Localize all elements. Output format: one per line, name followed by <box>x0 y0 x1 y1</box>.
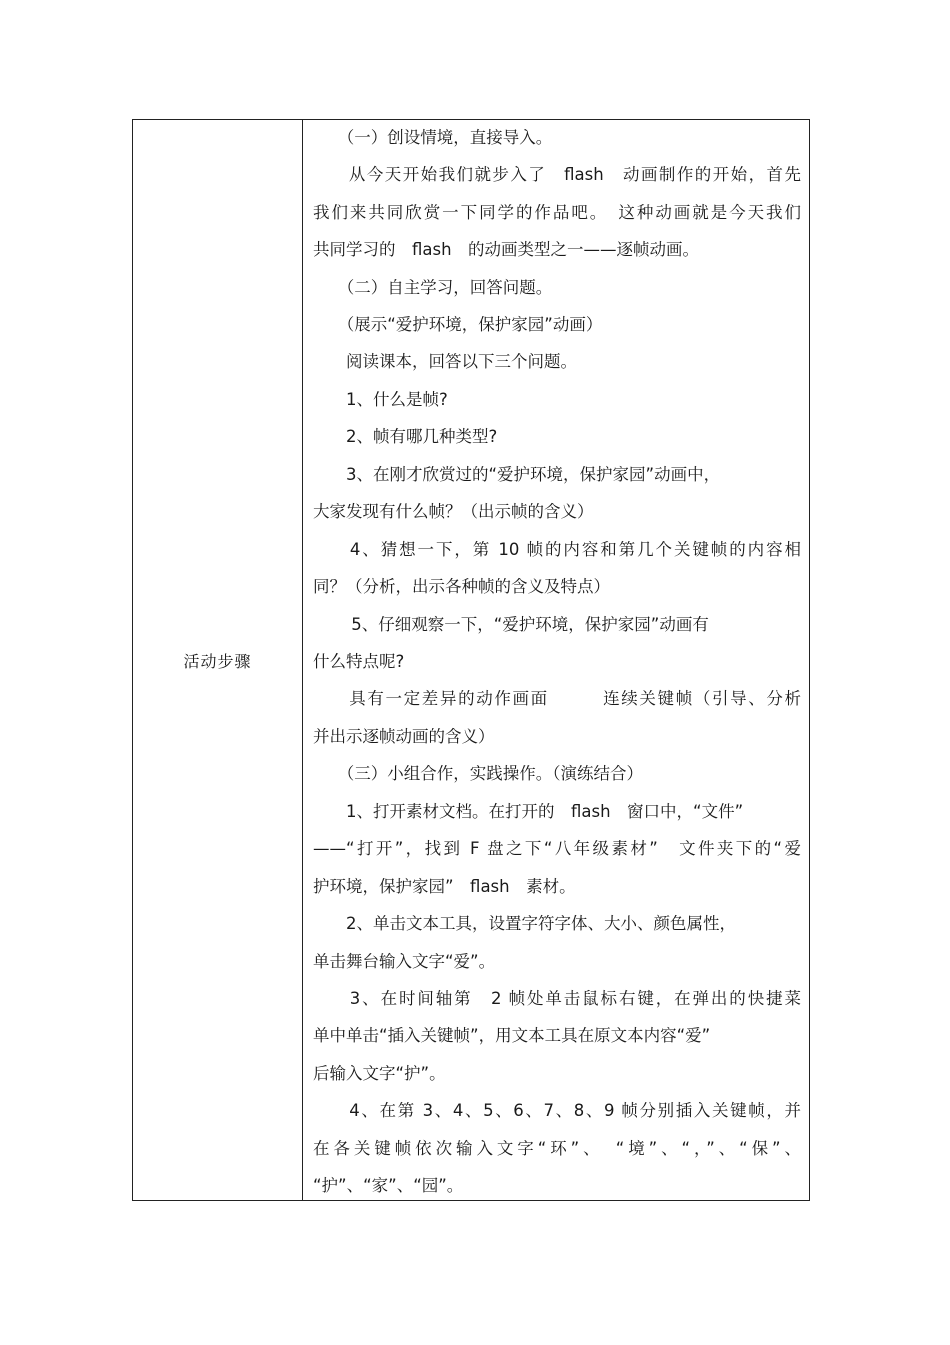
text-line: （展示“爱护环境，保护家园”动画） <box>313 315 603 334</box>
text-line: 我们来共同欣赏一下同学的作品吧。 这种动画就是今天我们 <box>313 203 801 222</box>
text-line: 从今天开始我们就步入了 flash 动画制作的开始，首先 <box>313 165 801 184</box>
text-line: 3、在时间轴第 2 帧处单击鼠标右键，在弹出的快捷菜 <box>313 989 801 1008</box>
text-line: 5、仔细观察一下，“爱护环境，保护家园”动画有 <box>313 615 709 634</box>
text-line: 单击舞台输入文字“爱”。 <box>313 952 496 971</box>
row-label: 活动步骤 <box>183 651 252 671</box>
text-line: 4、在第 3、4、5、6、7、8、9 帧分别插入关键帧，并 <box>313 1101 801 1120</box>
text-line: 后输入文字“护”。 <box>313 1064 446 1083</box>
text-line: 4、猜想一下，第 10 帧的内容和第几个关键帧的内容相 <box>313 540 801 559</box>
text-line: 2、单击文本工具，设置字符字体、大小、颜色属性， <box>313 914 736 933</box>
text-line: 3、在刚才欣赏过的“爱护环境，保护家园”动画中， <box>313 465 721 484</box>
text-line: 1、什么是帧? <box>313 390 448 409</box>
lesson-table <box>132 119 810 1201</box>
text-line: 阅读课本，回答以下三个问题。 <box>313 352 577 371</box>
text-line: （三）小组合作，实践操作。（演练结合） <box>313 764 643 783</box>
content-cell <box>303 120 809 1200</box>
text-line: 并出示逐帧动画的含义） <box>313 727 495 746</box>
text-line: “护”、“家”、“园”。 <box>313 1176 464 1195</box>
text-line: ——“打开”，找到 F 盘之下“八年级素材” 文件夹下的“爱 <box>313 839 801 858</box>
text-line: 具有一定差异的动作画面 连续关键帧（引导、分析 <box>313 689 801 708</box>
text-line: 共同学习的 flash 的动画类型之一——逐帧动画。 <box>313 240 700 259</box>
text-line: （二）自主学习，回答问题。 <box>313 278 553 297</box>
text-line: 大家发现有什么帧？（出示帧的含义） <box>313 502 594 521</box>
text-line: （一）创设情境，直接导入。 <box>313 128 553 147</box>
text-line: 在各关键帧依次输入文字“环”、 “境”、“，”、“保”、 <box>313 1139 801 1158</box>
text-line: 同？（分析，出示各种帧的含义及特点） <box>313 577 610 596</box>
row-label-cell <box>133 120 303 1200</box>
text-line: 什么特点呢? <box>313 652 405 671</box>
text-line: 护环境，保护家园” flash 素材。 <box>313 877 576 896</box>
text-line: 单中单击“插入关键帧”，用文本工具在原文本内容“爱” <box>313 1026 711 1045</box>
text-line: 2、帧有哪几种类型? <box>313 427 498 446</box>
text-line: 1、打开素材文档。在打开的 flash 窗口中，“文件” <box>313 802 744 821</box>
